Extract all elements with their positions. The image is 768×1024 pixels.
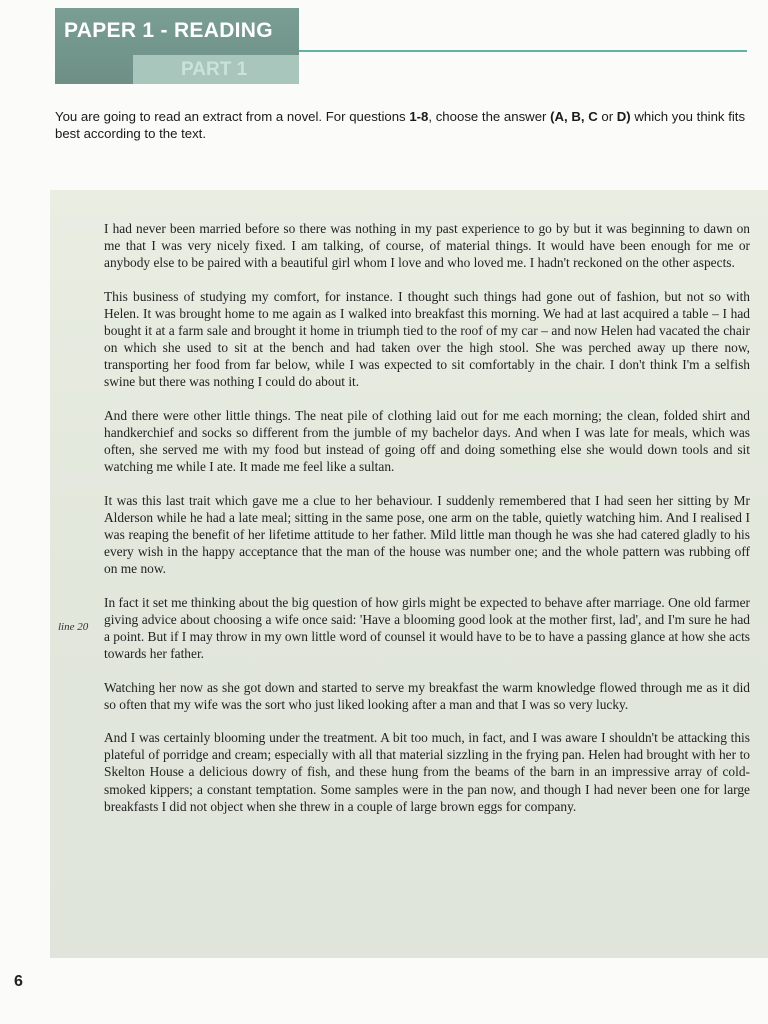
- paragraph: Watching her now as she got down and started to serve my breakfast the warm knowledge flowed through me as it did so often that my wife was the sort who just liked looking after a man and that I was so very lucky.: [104, 679, 750, 712]
- paragraph: And I was certainly blooming under the treatment. A bit too much, in fact, and I was aware I shouldn't be attacking this plateful of porridge and cream; especially with all that material sizzling in the frying pan. Helen had brought with her to Skelton House a delicious dowry of fish, and these hung from the beams of the barn in an impressive array of cold-smoked kippers; a constant temptation. Some samples were in the pan now, and though I had never been one for large breakfasts I did not object when she threw in a couple of large brown eggs for company.: [104, 730, 750, 814]
- instructions-text: which you think fits best according to the text.: [55, 109, 746, 141]
- passage-text: [104, 220, 750, 831]
- question-range: 1-8: [409, 109, 429, 124]
- paragraph: This business of studying my comfort, for instance. I thought such things had gone out of fashion, but not so with Helen. It was brought home to me again as I walked into breakfast this morning. We had at last acquired a table – I had bought it at a farm sale and brought it home in triumph tied to the roof of my car – and now Helen had vacated the chair on which she used to sit at the bench and had taken over the high stool. She was perched away up there now, transporting her food from far below, while I was expected to sit comfortably in the chair. I don't think I'm a selfish swine but there was nothing I could do about it.: [104, 288, 750, 390]
- part-tab: [133, 55, 299, 84]
- part-label: PART 1: [181, 59, 248, 80]
- instructions-text: You are going to read an extract from a novel. For questions: [55, 109, 410, 124]
- answer-choice-d: D): [616, 109, 631, 124]
- paragraph: It was this last trait which gave me a clue to her behaviour. I suddenly remembered that I had seen her sitting by Mr Alderson while he had a late meal; sitting in the same pose, one arm on the table, quietly watching him. And I realised I was reaping the benefit of her lifetime attitude to her father. Mild little man though he was she had catered gladly to his every wish in the happy acceptance that the man of the house was number one; and the whole pattern was rubbing off on me now.: [104, 492, 750, 577]
- answer-choices: (A, B, C: [550, 109, 598, 124]
- instructions: [55, 108, 755, 142]
- paragraph: I had never been married before so there was nothing in my past experience to go by but it was beginning to dawn on me that I was very nicely fixed. I am talking, of course, of material things. It would have been enough for me or anybody else to be paired with a beautiful girl whom I love and who loved me. I hadn't reckoned on the other aspects.: [104, 221, 750, 271]
- paragraph: And there were other little things. The neat pile of clothing laid out for me each morning; the clean, folded shirt and handkerchief and socks so different from the jumble of my bachelor days. And when I was late for meals, which was often, she served me with my food but instead of going off and doing something else she would down tools and sit watching me while I ate. It made me feel like a sultan.: [104, 407, 750, 475]
- paper-title: PAPER 1 - READING: [64, 19, 273, 42]
- paragraph: In fact it set me thinking about the big question of how girls might be expected to behave after marriage. One old farmer giving advice about choosing a wife once said: 'Have a blooming good look at the mother first, lad', and I'm sure he had a point. But if I may throw in my own little word of counsel it would have to be to have a passing glance at how she acts towards her father.: [104, 594, 750, 661]
- section-header: [55, 8, 299, 84]
- instructions-text: or: [597, 109, 617, 124]
- header-divider: [299, 50, 747, 52]
- page-number: 6: [14, 973, 23, 990]
- instructions-text: , choose the answer: [428, 109, 551, 124]
- line-marker: line 20: [58, 621, 89, 633]
